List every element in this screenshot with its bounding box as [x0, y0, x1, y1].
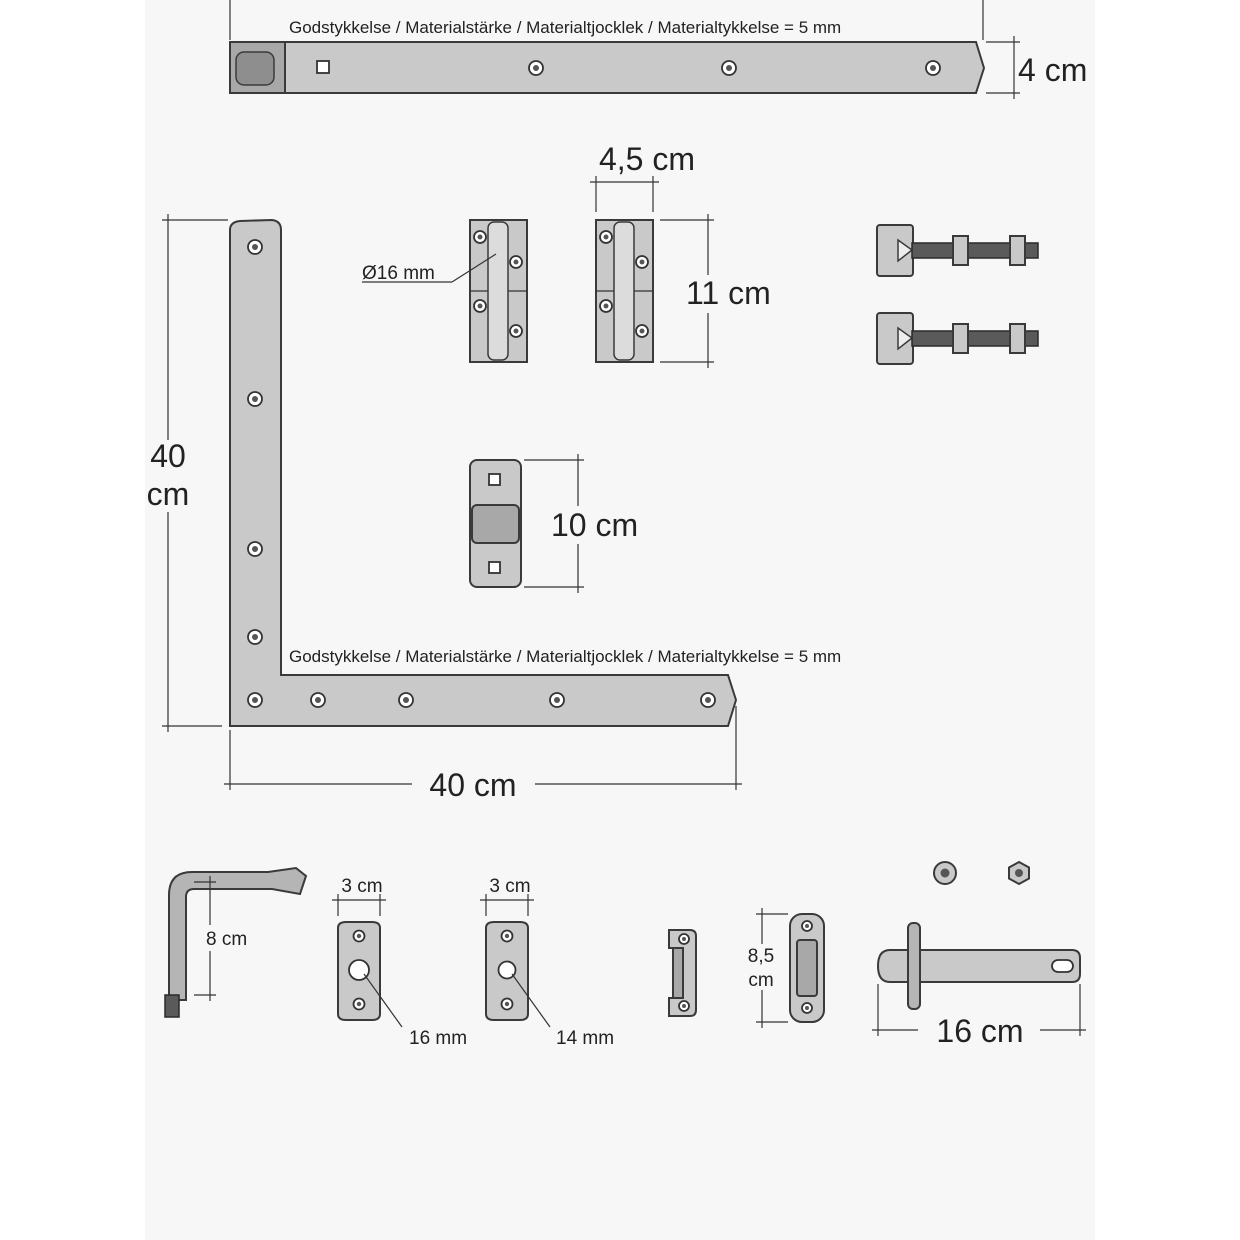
angle-height-label-unit: cm: [146, 476, 190, 512]
strap-screw-hole: [529, 61, 543, 75]
keeper-square-hole: [489, 474, 500, 485]
hinge-screw-hole: [510, 325, 522, 337]
angle-screw-hole: [248, 542, 262, 556]
hinge-pin-tube: [488, 222, 508, 360]
slide-bolt-handle: [908, 923, 920, 1009]
hinge-pin-tube: [614, 222, 634, 360]
strap-hinge-barrel: [236, 52, 274, 85]
staple-screw-hole: [679, 1001, 689, 1011]
washer: [934, 862, 956, 884]
keeper-bend: [472, 505, 519, 543]
angle-screw-hole: [248, 392, 262, 406]
plate-b-hole-label: 14 mm: [556, 1028, 615, 1049]
hinge-screw-hole: [636, 325, 648, 337]
eye-plate-screw-hole: [502, 999, 513, 1010]
strap-square-hole: [317, 61, 329, 73]
material-note-angle: Godstykkelse / Materialstärke / Materialtjocklek / Materialtykkelse = 5 mm: [289, 647, 842, 666]
angle-screw-hole: [550, 693, 564, 707]
latch-keeper-label-number: 8,5: [747, 946, 775, 967]
hinge-height-label: 11 cm: [686, 275, 771, 311]
hinge-screw-hole: [600, 300, 612, 312]
pintle-nut: [1010, 236, 1025, 265]
latch-keeper-screw-hole: [802, 1003, 812, 1013]
plate-a-hole-label: 16 mm: [409, 1028, 468, 1049]
angle-screw-hole: [311, 693, 325, 707]
hinge-screw-hole: [474, 231, 486, 243]
plate-a-width-label: 3 cm: [341, 876, 383, 897]
hinge-screw-hole: [474, 300, 486, 312]
strap-hinge-bar: [230, 42, 984, 93]
hook-height-label: 8 cm: [206, 929, 248, 950]
eye-plate-screw-hole: [502, 931, 513, 942]
latch-keeper-label-unit: cm: [748, 970, 774, 991]
strap-width-label: 4 cm: [1018, 52, 1088, 88]
hinge-screw-hole: [510, 256, 522, 268]
pin-diameter-label: Ø16 mm: [362, 263, 435, 284]
staple-screw-hole: [679, 934, 689, 944]
pintle-nut: [953, 324, 968, 353]
angle-screw-hole: [248, 240, 262, 254]
angle-screw-hole: [248, 630, 262, 644]
material-note-top: Godstykkelse / Materialstärke / Materialtjocklek / Materialtykkelse = 5 mm: [289, 18, 842, 37]
eye-plate-screw-hole: [354, 931, 365, 942]
strap-screw-hole: [722, 61, 736, 75]
pintle-nut: [953, 236, 968, 265]
latch-keeper-screw-hole: [802, 921, 812, 931]
bolt-length-label: 16 cm: [936, 1013, 1024, 1049]
hinge-screw-hole: [636, 256, 648, 268]
keeper-height-label: 10 cm: [551, 507, 639, 543]
slide-bolt-slot: [1052, 960, 1073, 972]
strap-screw-hole: [926, 61, 940, 75]
angle-screw-hole: [248, 693, 262, 707]
plate-b-width-label: 3 cm: [489, 876, 531, 897]
hinge-width-label: 4,5 cm: [598, 141, 696, 177]
hook-thread: [165, 995, 179, 1017]
hex-nut: [1009, 862, 1029, 884]
angle-width-label: 40 cm: [429, 767, 517, 803]
pintle-nut: [1010, 324, 1025, 353]
latch-keeper-slot: [797, 940, 817, 996]
staple-side: [673, 948, 683, 998]
eye-plate-screw-hole: [354, 999, 365, 1010]
angle-screw-hole: [701, 693, 715, 707]
hinge-screw-hole: [600, 231, 612, 243]
keeper-square-hole: [489, 562, 500, 573]
angle-height-label-number: 40: [150, 438, 186, 474]
drawing-background: [145, 0, 1095, 1240]
latch-staple: [669, 930, 696, 1016]
angle-screw-hole: [399, 693, 413, 707]
